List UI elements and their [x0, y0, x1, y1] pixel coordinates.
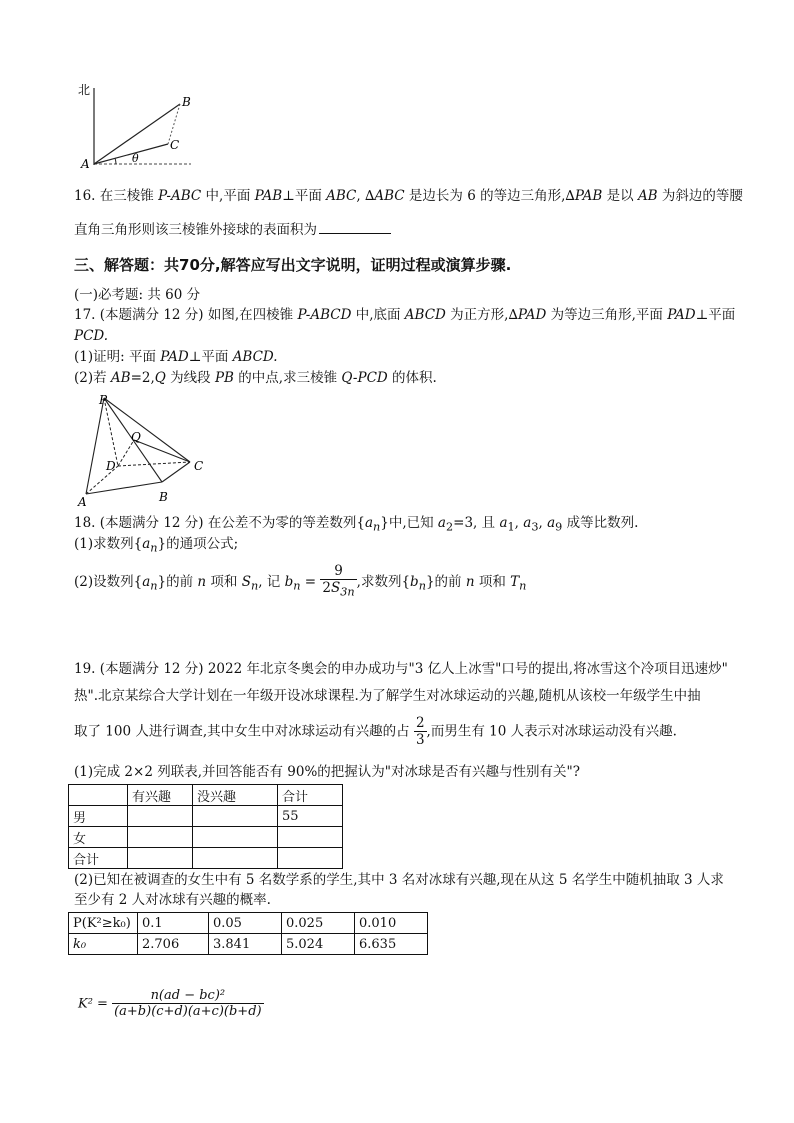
q19-line1: 19. (本题满分 12 分) 2022 年北京冬奥会的申办成功与"3 亿人上冰雪"口号的提出,将冰雪这个冷项目迅速炒" — [74, 661, 728, 677]
chi-square-formula: K² = $\frac{\text{n(ad − bc)²}}{(a+b)(c+d)(a+c)(b+d)}$ — [78, 988, 262, 1019]
q17-line1: 17. (本题满分 12 分) 如图,在四棱锥 P-ABCD 中,底面 ABCD 为正方形,∆PAD 为等边三角形,平面 PAD⊥平面 — [74, 307, 736, 323]
edge-DC — [118, 462, 190, 466]
pyramid-diagram — [74, 390, 214, 508]
segment-AC — [94, 144, 168, 164]
label-theta: θ — [132, 152, 139, 165]
label-C: C — [194, 459, 204, 473]
edge-BC — [162, 462, 190, 482]
angle-arc — [115, 158, 116, 164]
table-row: 女 — [69, 827, 343, 848]
contingency-table — [68, 784, 343, 869]
q19-line3: 取了 100 人进行调查,其中女生中对冰球运动有兴趣的占 $\frac{2}{3}$ ,而男生有 10 人表示对冰球运动没有兴趣. — [74, 715, 677, 748]
critical-value-table — [68, 912, 428, 955]
table-row: 合计 — [69, 848, 343, 869]
section-heading: 三、解答题：共70分,解答应写出文字说明，证明过程或演算步骤. — [74, 256, 512, 274]
table-row: 有兴趣 没兴趣 合计 — [69, 785, 343, 806]
label-C: C — [170, 138, 180, 152]
answer-blank[interactable] — [319, 219, 391, 234]
q18-line1: 18. (本题满分 12 分) 在公差不为零的等差数列$\{a_n\}$中,已知 $a_2=3$, 且 $a_1$, $a_3$, $a_9$ 成等比数列. — [74, 515, 639, 534]
edge-PC — [104, 398, 190, 462]
table-row: P(K²≥k₀) 0.1 0.05 0.025 0.010 — [69, 913, 428, 934]
label-north: 北 — [78, 83, 91, 97]
q17-part1: (1)证明: 平面 PAD⊥平面 ABCD. — [74, 349, 278, 365]
label-D: D — [106, 459, 116, 473]
required-part-label: (一)必考题: 共 60 分 — [74, 287, 201, 303]
edge-PA — [86, 398, 104, 494]
table-row: k₀ 2.706 3.841 5.024 6.635 — [69, 934, 428, 955]
bearing-diagram — [76, 80, 206, 172]
q18-part2: (2)设数列$\{a_n\}$的前 n 项和 $S_n$, 记 $b_n$ = $\frac{9}{2S_{3n}}$ ,求数列$\{b_n\}$的前 n 项和 $T_n$ — [74, 563, 527, 599]
q19-part1: (1)完成 2×2 列联表,并回答能否有 90%的把握认为"对冰球是否有兴趣与性别有关"? — [74, 764, 580, 780]
q19-line2: 热".北京某综合大学计划在一年级开设冰球课程.为了解学生对冰球运动的兴趣,随机从该校一年级学生中抽 — [74, 688, 701, 704]
q16-line2: 直角三角形则该三棱锥外接球的表面积为 — [74, 219, 391, 240]
fraction-2-over-3: $\frac{2}{3}$ — [415, 715, 425, 748]
label-B: B — [182, 95, 191, 109]
q18-part1: (1)求数列$\{a_n\}$的通项公式; — [74, 536, 239, 555]
q17-part2: (2)若 AB=2,Q 为线段 PB 的中点,求三棱锥 Q-PCD 的体积. — [74, 370, 437, 386]
q17-line2: PCD. — [74, 328, 109, 344]
table-row: 男 55 — [69, 806, 343, 827]
label-A: A — [78, 495, 87, 508]
label-A: A — [81, 157, 90, 171]
label-Q: Q — [131, 430, 141, 444]
label-P: P — [99, 393, 108, 407]
fraction-9-over-2S3n: $\frac{9}{2S_{3n}}$ — [322, 563, 355, 599]
q16-line1: 16. 在三棱锥 P-ABC 中,平面 PAB⊥平面 ABC, ∆ABC 是边长为 6 的等边三角形,∆PAB 是以 AB 为斜边的等腰 — [74, 188, 743, 204]
q19-part2-line2: 至少有 2 人对冰球有兴趣的概率. — [74, 892, 271, 908]
q19-part2-line1: (2)已知在被调查的女生中有 5 名数学系的学生,其中 3 名对冰球有兴趣,现在从这 5 名学生中随机抽取 3 人求 — [74, 872, 724, 888]
label-B: B — [159, 490, 168, 504]
edge-QC — [134, 440, 190, 462]
